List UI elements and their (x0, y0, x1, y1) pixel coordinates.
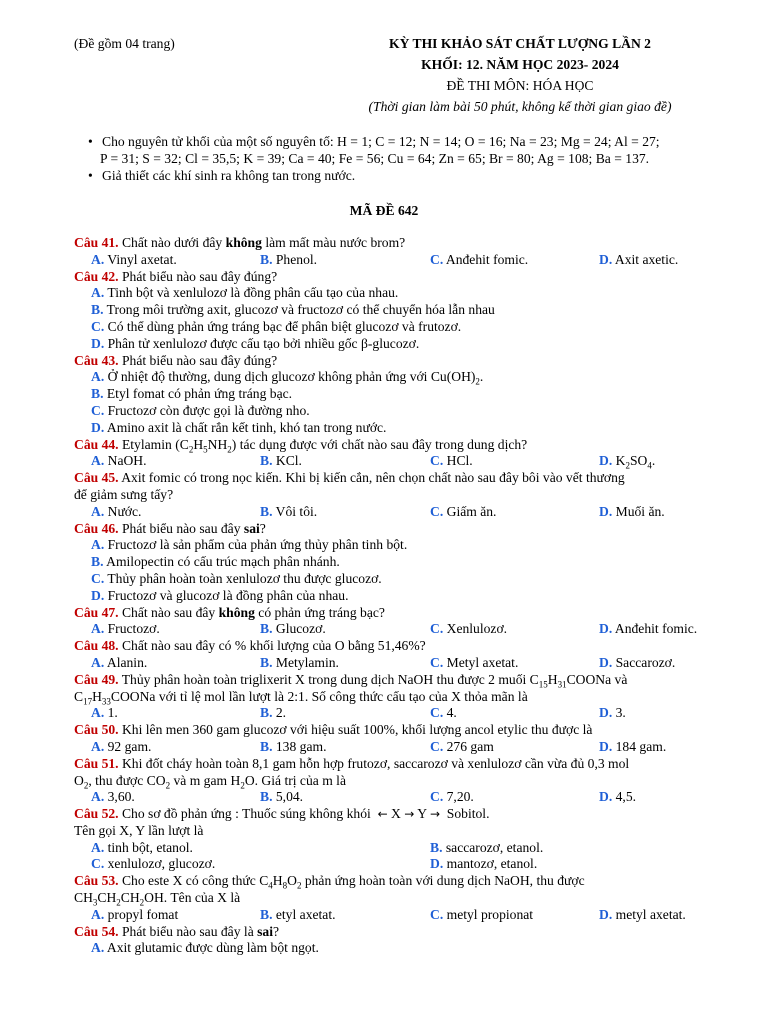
option-b: B. Etyl fomat có phản ứng tráng bạc. (91, 386, 293, 402)
option-b: B. Vôi tôi. (260, 503, 318, 519)
question-list (74, 235, 724, 957)
note-atomic-masses: • Cho nguyên tử khối của một số nguyên tố: H = 1; C = 12; N = 14; O = 16; Na = 23; Mg = 24; Al = 27; (88, 134, 660, 149)
option-a: A. 1. (91, 705, 118, 721)
option-d: D. 184 gam. (599, 738, 667, 754)
option-a: A. Fructozơ. (91, 621, 160, 637)
grade-year: KHỐI: 12. NĂM HỌC 2023- 2024 (421, 57, 619, 72)
option-b: B. Glucozơ. (260, 621, 326, 637)
option-b: B. Phenol. (260, 251, 318, 267)
option-c: C. Anđehit fomic. (430, 251, 529, 267)
option-d: D. 4,5. (599, 789, 637, 805)
option-a: A. Ở nhiệt độ thường, dung dịch glucozơ không phản ứng với $Cu(OH)_2$. (91, 369, 484, 388)
option-a: A. Tinh bột và xenlulozơ là đồng phân cấu tạo của nhau. (91, 285, 399, 301)
header-titles (330, 36, 710, 116)
option-a: A. Alanin. (91, 654, 148, 670)
subject-line: ĐỀ THI MÔN: HÓA HỌC (446, 78, 594, 93)
left-arrow-icon: ← (377, 807, 388, 822)
option-b: B. 2. (260, 705, 287, 721)
option-c: C. Có thể dùng phản ứng tráng bạc để phân biệt glucozơ và frutozơ. (91, 318, 462, 334)
option-c: C. xenlulozơ, glucozơ. (91, 856, 216, 872)
option-b: B. Metylamin. (260, 654, 339, 670)
option-d: D. metyl axetat. (599, 906, 686, 922)
question-41: Câu 41. Chất nào dưới đây không làm mất màu nước brom? A. Vinyl axetat. B. Phenol. C. Anđehit fomic. D. Axit axetic. (74, 235, 679, 267)
option-b: B. 5,04. (260, 789, 304, 805)
option-c: C. 276 gam (430, 738, 494, 754)
right-arrow-icon: → (429, 807, 440, 822)
option-c: C. Xenlulozơ. (430, 621, 508, 637)
option-b: B. Amilopectin có cấu trúc mạch phân nhánh. (91, 554, 340, 570)
option-c: C. 7,20. (430, 789, 474, 805)
question-42: Câu 42. Phát biểu nào sau đây đúng? A. Tinh bột và xenlulozơ là đồng phân cấu tạo của nhau. B. Trong môi trường axit, glucozơ và fructozơ có thể chuyển hóa lẫn nhau C. Có thể dùng phản ứng tráng bạc để phân biệt glucozơ và frutozơ. D. Phân tử xenlulozơ được cấu tạo bởi nhiều gốc β-glucozơ. (74, 269, 724, 353)
question-49: Câu 49. Thủy phân hoàn toàn triglixerit X trong dung dịch NaOH thu được 2 muối $C_{15}H_{31}COONa$ và $C_{17}H_{33}COONa$ với tỉ lệ mol lần lượt là 2:1. Số công thức cấu tạo của X thỏa mãn là A. 1. B. 2. C. 4. D. 3. (74, 671, 628, 721)
option-a: A. Fructozơ là sản phẩm của phản ứng thủy phân tinh bột. (91, 537, 408, 553)
option-c: C. Giấm ăn. (430, 503, 497, 519)
time-note: (Thời gian làm bài 50 phút, không kể thời gian giao đề) (368, 99, 672, 114)
option-d: D. Muối ăn. (599, 503, 665, 519)
option-a: A. propyl fomat (91, 906, 179, 922)
note-atomic-masses-2: P = 31; S = 32; Cl = 35,5; K = 39; Ca = 40; Fe = 56; Cu = 64; Zn = 65; Br = 80; Ag = 108; Ba = 137. (100, 150, 650, 166)
option-a: A. Axit glutamic được dùng làm bột ngọt. (91, 940, 319, 956)
option-d: D. Axit axetic. (599, 251, 679, 267)
option-b: B. etyl axetat. (260, 906, 336, 922)
question-45: Câu 45. Axit fomic có trong nọc kiến. Khi bị kiến cắn, nên chọn chất nào sau đây bôi vào vết thương để giảm sưng tấy? A. Nước. B. Vôi tôi. C. Giấm ăn. D. Muối ăn. (74, 470, 665, 519)
option-a: A. Vinyl axetat. (91, 251, 177, 267)
question-51: Câu 51. Khi đốt cháy hoàn toàn 8,1 gam hỗn hợp frutozơ, saccarozơ và xenlulozơ cần vừa đủ 0,3 mol $O_2$, thu được $CO_2$ và m gam $H_2O$. Giá trị của m là A. 3,60. B. 5,04. C. 7,20. D. 4,5. (74, 755, 637, 805)
option-c: C. Fructozơ còn được gọi là đường nho. (91, 402, 310, 418)
bullet-icon: • (88, 167, 93, 183)
bullet-icon: • (88, 134, 93, 149)
option-a: A. 3,60. (91, 789, 135, 805)
note-gas-assumption: • Giả thiết các khí sinh ra không tan trong nước. (88, 167, 356, 183)
option-d: D. mantozơ, etanol. (430, 856, 538, 872)
option-b: B. 138 gam. (260, 738, 327, 754)
option-d: D. Amino axit là chất rắn kết tinh, khó tan trong nước. (91, 419, 387, 435)
option-a: A. tinh bột, etanol. (91, 839, 193, 855)
option-d: D. 3. (599, 705, 626, 721)
question-47: Câu 47. Chất nào sau đây không có phản ứng tráng bạc? A. Fructozơ. B. Glucozơ. C. Xenlulozơ. D. Anđehit fomic. (74, 604, 698, 637)
option-d: D. Fructozơ và glucozơ là đồng phân của nhau. (91, 587, 349, 603)
option-c: C. 4. (430, 705, 457, 721)
pages-note: (Đề gồm 04 trang) (74, 36, 175, 51)
option-a: A. 92 gam. (91, 738, 152, 754)
option-c: C. Metyl axetat. (430, 654, 519, 670)
question-44: Câu 44. Etylamin $(C_2H_5NH_2)$ tác dụng được với chất nào sau đây trong dung dịch? A. NaOH. B. KCl. C. HCl. D. $K_2SO_4$. (74, 436, 656, 472)
question-53: Câu 53. Cho este X có công thức $C_4H_8O_2$ phản ứng hoàn toàn với dung dịch NaOH, thu được $CH_3CH_2CH_2OH$. Tên của X là A. propyl fomat B. etyl axetat. C. metyl propionat D. metyl axetat. (74, 873, 686, 922)
option-d: D. Anđehit fomic. (599, 621, 698, 637)
question-50: Câu 50. Khi lên men 360 gam glucozơ với hiệu suất 100%, khối lượng ancol etylic thu được là A. 92 gam. B. 138 gam. C. 276 gam D. 184 gam. (74, 722, 667, 754)
right-arrow-icon: → (404, 807, 415, 822)
option-d: D. Phân tử xenlulozơ được cấu tạo bởi nhiều gốc β-glucozơ. (91, 335, 420, 351)
option-a: A. NaOH. (91, 453, 147, 469)
option-c: C. HCl. (430, 453, 473, 469)
exam-code: MÃ ĐỀ 642 (349, 203, 419, 218)
option-a: A. Nước. (91, 503, 142, 519)
question-52: Câu 52. Cho sơ đồ phản ứng : Thuốc súng không khói ← X → Y → Sobitol. Tên gọi X, Y lần lượt là A. tinh bột, etanol. B. saccarozơ, etanol. C. xenlulozơ, glucozơ. D. mantozơ, etanol. (74, 806, 544, 872)
option-c: C. Thủy phân hoàn toàn xenlulozơ thu được glucozơ. (91, 570, 382, 586)
option-c: C. metyl propionat (430, 906, 534, 922)
question-46: Câu 46. Phát biểu nào sau đây sai? A. Fructozơ là sản phẩm của phản ứng thủy phân tinh bột. B. Amilopectin có cấu trúc mạch phân nhánh. C. Thủy phân hoàn toàn xenlulozơ thu được glucozơ. D. Fructozơ và glucozơ là đồng phân của nhau. (74, 521, 724, 605)
option-b: B. KCl. (260, 453, 302, 469)
exam-notes (88, 134, 728, 184)
question-43: Câu 43. Phát biểu nào sau đây đúng? A. Ở nhiệt độ thường, dung dịch glucozơ không phản ứng với $Cu(OH)_2$. B. Etyl fomat có phản ứng tráng bạc. C. Fructozơ còn được gọi là đường nho. D. Amino axit là chất rắn kết tinh, khó tan trong nước. (74, 353, 724, 437)
exam-title: KỲ THI KHẢO SÁT CHẤT LƯỢNG LẦN 2 (389, 36, 651, 51)
option-b: B. saccarozơ, etanol. (430, 839, 544, 855)
option-d: D. $K_2SO_4$. (599, 453, 656, 472)
question-48: Câu 48. Chất nào sau đây có % khối lượng của O bằng 51,46%? A. Alanin. B. Metylamin. C. Metyl axetat. D. Saccarozơ. (74, 638, 676, 670)
option-b: B. Trong môi trường axit, glucozơ và fructozơ có thể chuyển hóa lẫn nhau (91, 302, 495, 318)
option-d: D. Saccarozơ. (599, 654, 676, 670)
question-54: Câu 54. Phát biểu nào sau đây là sai? A. Axit glutamic được dùng làm bột ngọt. (74, 924, 724, 958)
